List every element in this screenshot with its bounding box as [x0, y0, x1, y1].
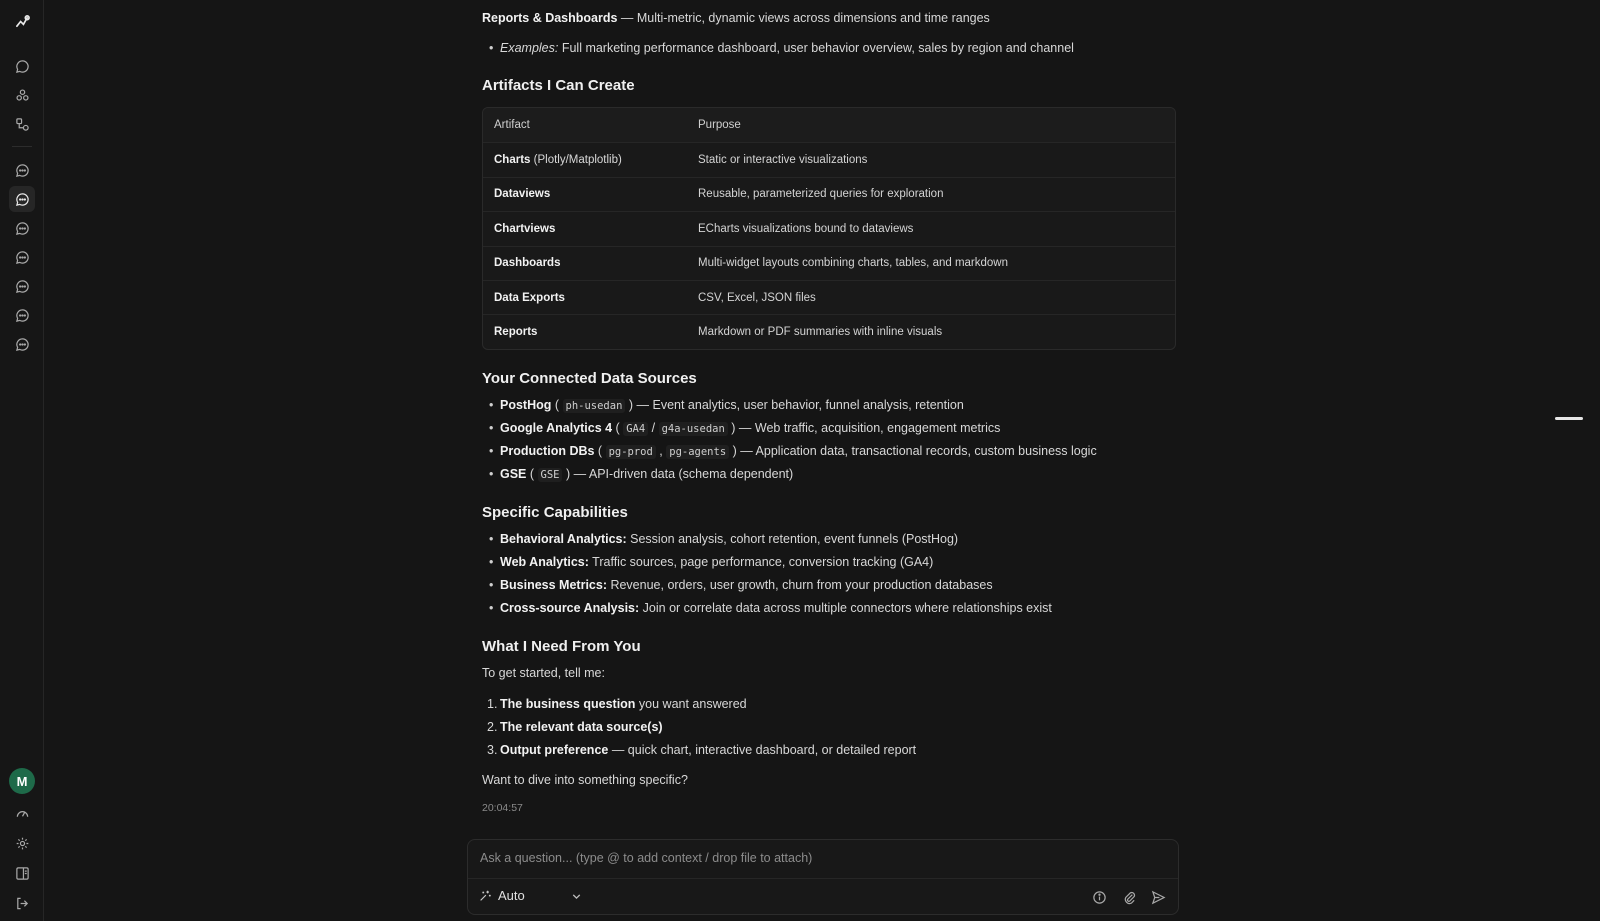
workflow-icon[interactable] — [9, 111, 35, 137]
conversation-icon[interactable] — [9, 302, 35, 328]
sparkle-icon — [478, 889, 492, 903]
mode-label: Auto — [498, 888, 525, 903]
list-item: • Business Metrics: Revenue, orders, user growth, churn from your production databases — [482, 578, 993, 592]
user-avatar[interactable]: M — [9, 768, 35, 794]
resize-handle[interactable] — [1555, 417, 1583, 420]
conversation-icon[interactable] — [9, 215, 35, 241]
column-header-artifact: Artifact — [494, 119, 530, 132]
artifacts-heading: Artifacts I Can Create — [482, 77, 635, 94]
list-item: • PostHog ( ph-usedan ) — Event analytics, user behavior, funnel analysis, retention — [482, 398, 964, 412]
table-row: Data Exports CSV, Excel, JSON files — [483, 280, 1175, 314]
sidebar — [0, 0, 44, 921]
panel-toggle-icon[interactable] — [9, 860, 35, 886]
app-logo-icon[interactable] — [9, 8, 35, 34]
logout-icon[interactable] — [9, 890, 35, 916]
column-header-purpose: Purpose — [698, 119, 741, 132]
table-row: Dashboards Multi-widget layouts combining charts, tables, and markdown — [483, 246, 1175, 280]
chat-icon[interactable] — [9, 53, 35, 79]
needs-intro: To get started, tell me: — [482, 666, 605, 680]
gauge-icon[interactable] — [9, 800, 35, 826]
capabilities-heading: Specific Capabilities — [482, 504, 628, 521]
reports-line: Reports & Dashboards — Multi-metric, dynamic views across dimensions and time ranges — [482, 11, 990, 25]
closing-question: Want to dive into something specific? — [482, 773, 688, 787]
needs-heading: What I Need From You — [482, 638, 641, 655]
conversation-icon[interactable] — [9, 244, 35, 270]
conversation-icon[interactable] — [9, 273, 35, 299]
settings-gear-icon[interactable] — [9, 830, 35, 856]
info-icon[interactable] — [1089, 887, 1109, 907]
message-timestamp: 20:04:57 — [482, 802, 523, 814]
conversation-icon[interactable] — [9, 157, 35, 183]
list-item: • GSE ( GSE ) — API-driven data (schema dependent) — [482, 467, 793, 481]
artifacts-table — [482, 107, 1176, 350]
chevron-down-icon[interactable] — [570, 890, 583, 908]
table-row: Chartviews ECharts visualizations bound to dataviews — [483, 211, 1175, 245]
list-item: • Cross-source Analysis: Join or correlate data across multiple connectors where relationships exist — [482, 601, 1052, 615]
question-input[interactable] — [480, 847, 1160, 869]
conversation-icon[interactable] — [9, 331, 35, 357]
mode-selector[interactable] — [478, 888, 525, 903]
list-item: 2. The relevant data source(s) — [487, 720, 663, 734]
table-header-row — [483, 108, 1175, 142]
composer — [467, 839, 1179, 915]
examples-bullet: • Examples: Full marketing performance dashboard, user behavior overview, sales by region and channel — [482, 41, 1074, 55]
table-row: Dataviews Reusable, parameterized queries for exploration — [483, 177, 1175, 211]
list-item: • Google Analytics 4 ( GA4 / g4a-usedan ) — Web traffic, acquisition, engagement metrics — [482, 421, 1000, 435]
sources-heading: Your Connected Data Sources — [482, 370, 697, 387]
conversation-icon-active[interactable] — [9, 186, 35, 212]
connectors-icon[interactable] — [9, 82, 35, 108]
table-row: Charts (Plotly/Matplotlib) Static or interactive visualizations — [483, 142, 1175, 176]
list-item: • Web Analytics: Traffic sources, page performance, conversion tracking (GA4) — [482, 555, 933, 569]
list-item: • Production DBs ( pg-prod , pg-agents ) — Application data, transactional records, custom business logic — [482, 444, 1097, 458]
attach-paperclip-icon[interactable] — [1119, 887, 1139, 907]
table-row: Reports Markdown or PDF summaries with inline visuals — [483, 314, 1175, 348]
list-item: 3. Output preference — quick chart, interactive dashboard, or detailed report — [487, 743, 917, 757]
list-item: 1. The business question you want answered — [487, 697, 747, 711]
send-icon[interactable] — [1148, 887, 1168, 907]
list-item: • Behavioral Analytics: Session analysis, cohort retention, event funnels (PostHog) — [482, 532, 958, 546]
